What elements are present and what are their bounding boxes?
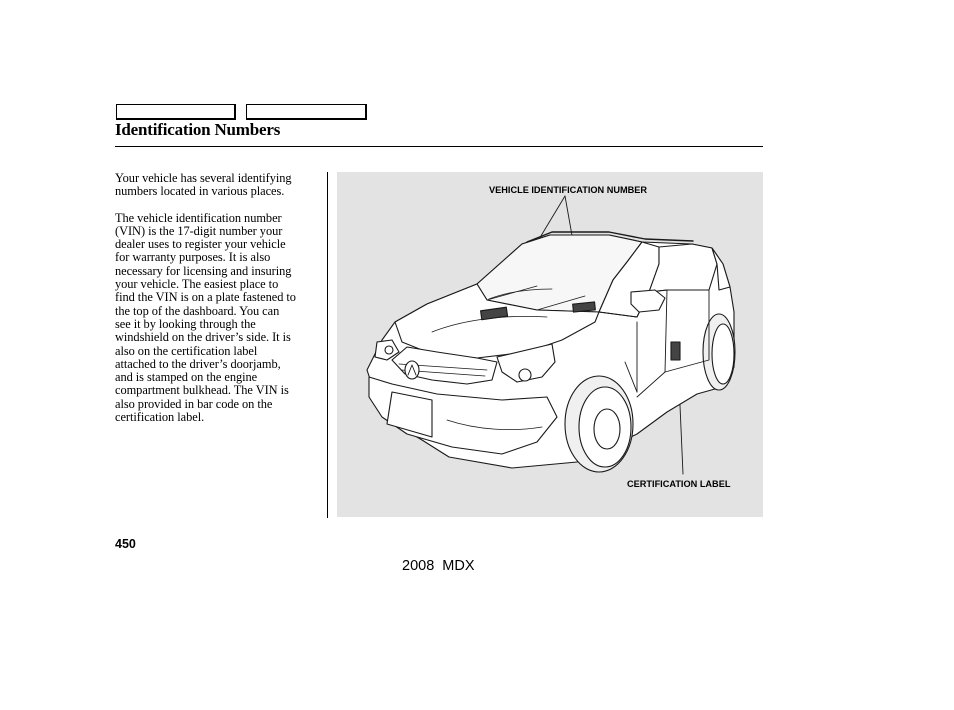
page-number: 450: [115, 537, 136, 551]
text-line: attached to the driver’s doorjamb,: [115, 356, 281, 371]
vin-callout-label: VEHICLE IDENTIFICATION NUMBER: [489, 185, 648, 195]
text-line: see it by looking through the: [115, 316, 256, 331]
vehicle-illustration: [337, 172, 763, 517]
text-line: certification label.: [115, 410, 205, 425]
text-line: The vehicle identification number: [115, 210, 282, 225]
text-line: windshield on the driver’s side. It is: [115, 330, 291, 345]
text-line: your vehicle. The easiest place to: [115, 277, 279, 292]
side-mirror: [631, 290, 665, 312]
vin-paragraph: [115, 212, 321, 425]
text-line: necessary for licensing and insuring: [115, 263, 292, 278]
text-line: Your vehicle has several identifying: [115, 171, 292, 185]
text-line: and is stamped on the engine: [115, 370, 258, 385]
text-line: find the VIN is on a plate fastened to: [115, 290, 296, 305]
footer-model-label: 2008 MDX: [402, 558, 475, 574]
text-line: numbers located in various places.: [115, 184, 285, 199]
column-divider: [327, 172, 328, 518]
header-tab-box-right: [246, 104, 367, 120]
page-title: Identification Numbers: [115, 120, 281, 139]
rear-wheel: [703, 314, 735, 390]
suv-drawing: [337, 172, 763, 517]
text-line: (VIN) is the 17-digit number your: [115, 223, 283, 238]
text-line: also provided in bar code on the: [115, 396, 273, 411]
intro-paragraph: [115, 172, 321, 199]
title-divider: [115, 146, 763, 147]
text-line: also on the certification label: [115, 343, 258, 358]
body-text-column: [115, 172, 321, 437]
text-line: dealer uses to register your vehicle: [115, 237, 286, 252]
certification-label-marker: [671, 342, 680, 360]
text-line: compartment bulkhead. The VIN is: [115, 383, 289, 398]
header-tab-box-left: [116, 104, 236, 120]
certification-callout-label: CERTIFICATION LABEL: [627, 479, 731, 489]
text-line: for warranty purposes. It is also: [115, 250, 271, 265]
front-wheel: [565, 376, 633, 472]
text-line: the top of the dashboard. You can: [115, 303, 280, 318]
